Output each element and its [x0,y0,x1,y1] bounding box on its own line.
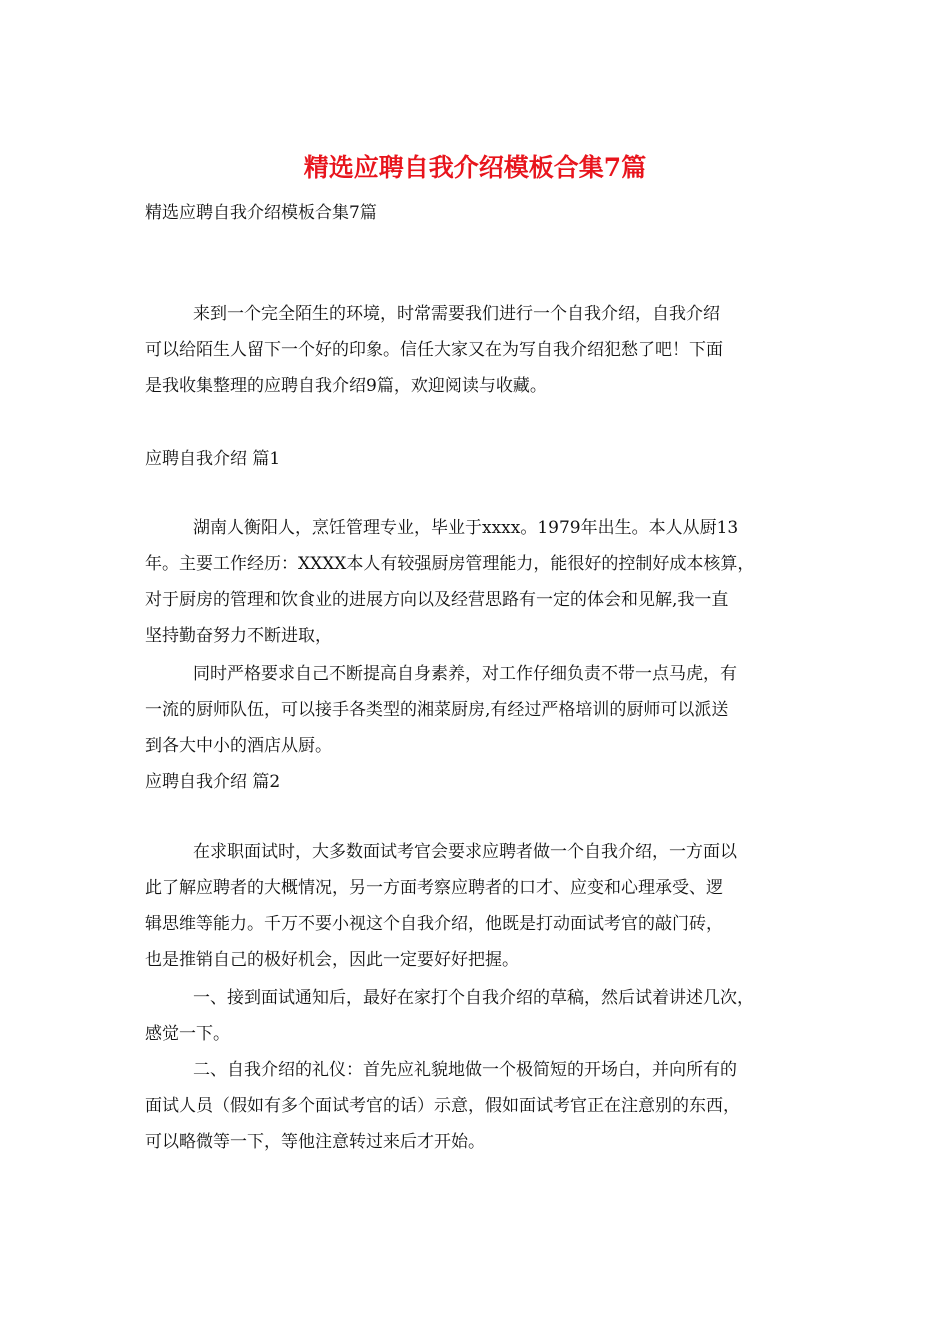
text-line: 面试人员（假如有多个面试考官的话）示意，假如面试考官正在注意别的东西， [145,1096,740,1116]
text-line: 感觉一下。 [145,1024,230,1044]
text-line: 来到一个完全陌生的环境，时常需要我们进行一个自我介绍，自我介绍 [193,304,720,324]
text-line: 同时严格要求自己不断提高自身素养，对工作仔细负责不带一点马虎，有 [193,664,737,684]
text-line: 一、接到面试通知后，最好在家打个自我介绍的草稿，然后试着讲述几次， [193,988,754,1008]
document-title: 精选应聘自我介绍模板合集7篇 [303,153,647,182]
section1-paragraph-2 [145,656,825,764]
text-line: 可以给陌生人留下一个好的印象。信任大家又在为写自我介绍犯愁了吧！下面 [145,340,723,360]
section1-paragraph-1 [145,510,825,654]
text-line: 在求职面试时，大多数面试考官会要求应聘者做一个自我介绍，一方面以 [193,842,737,862]
section-heading-2: 应聘自我介绍 篇2 [145,772,281,792]
section-heading-1: 应聘自我介绍 篇1 [145,449,281,469]
section2-paragraph-2 [145,980,825,1052]
section2-paragraph-1 [145,834,825,978]
intro-paragraph [145,296,825,404]
text-line: 是我收集整理的应聘自我介绍9篇，欢迎阅读与收藏。 [145,376,547,396]
text-line: 一流的厨师队伍，可以接手各类型的湘菜厨房,有经过严格培训的厨师可以派送 [145,700,729,720]
text-line: 到各大中小的酒店从厨。 [145,736,332,756]
text-line: 辑思维等能力。千万不要小视这个自我介绍，他既是打动面试考官的敲门砖， [145,914,723,934]
text-line: 二、自我介绍的礼仪：首先应礼貌地做一个极简短的开场白，并向所有的 [193,1060,737,1080]
text-line: 可以略微等一下，等他注意转过来后才开始。 [145,1132,485,1152]
text-line: 对于厨房的管理和饮食业的进展方向以及经营思路有一定的体会和见解,我一直 [145,590,729,610]
text-line: 年。主要工作经历：XXXX本人有较强厨房管理能力，能很好的控制好成本核算， [145,554,755,574]
text-line: 也是推销自己的极好机会，因此一定要好好把握。 [145,950,519,970]
document-subtitle: 精选应聘自我介绍模板合集7篇 [145,203,377,223]
text-line: 坚持勤奋努力不断进取， [145,626,332,646]
section2-paragraph-3 [145,1052,825,1160]
text-line: 此了解应聘者的大概情况，另一方面考察应聘者的口才、应变和心理承受、逻 [145,878,723,898]
text-line: 湖南人衡阳人，烹饪管理专业，毕业于xxxx。1979年出生。本人从厨13 [193,518,739,538]
